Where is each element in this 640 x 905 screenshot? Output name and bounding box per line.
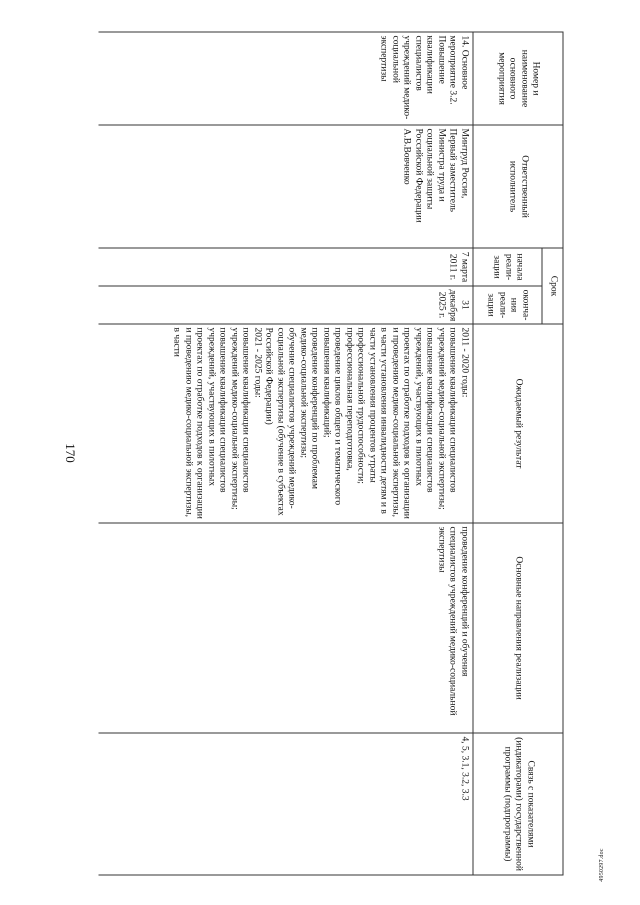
header-term: Срок <box>542 248 563 324</box>
result-line: профессиональная переподготовка, проведение циклов общего и тематического повышения квалификаций; <box>321 327 354 506</box>
header-executor: Ответственный исполнитель <box>473 125 563 248</box>
cell-executor <box>98 125 473 248</box>
result-line: 2021 - 2025 годы: <box>252 327 262 398</box>
executor-line: А.В.Вовченко <box>401 128 412 185</box>
result-line: 2011 - 2020 годы: <box>459 327 469 398</box>
header-link: Связь с показателями (индикаторами) государственной программы (подпрограммы) <box>473 733 563 875</box>
cell-number-name: 14. Основное мероприятие 3.2. Повышение квалификации специалистов учреждений медико-социальной экспертизы <box>98 32 473 125</box>
executor-line: Минтруд России, <box>459 128 469 199</box>
cell-result <box>98 324 473 523</box>
page-number: 170 <box>63 443 78 463</box>
result-line: проведение конференций по проблемам медико-социальной экспертизы; <box>298 327 320 489</box>
header-term-end: оконча-ния реали-зации <box>473 286 542 324</box>
result-line: повышение квалификации специалистов учреждений, участвующих в пилотных проектах по отработке подходов к организации и проведению медико-социальной экспертизы, в части установления инвалидности детям и в части установления процентов утраты профессиональной трудоспособности; <box>355 327 435 519</box>
result-line: повышение квалификации специалистов учреждений, участвующих в пилотных проектах по отработке подходов к организации и проведению медико-социальной экспертизы, в части <box>171 327 228 519</box>
program-table-rotated <box>93 32 563 875</box>
table-row <box>98 32 473 875</box>
executor-line: Первый заместитель Министра труда и социальной защиты Российской Федерации <box>413 128 458 223</box>
program-table <box>98 32 563 876</box>
result-line: повышение квалификации специалистов учреждений медико-социальной экспертизы; <box>229 327 251 510</box>
cell-link: 4, 5, 3.1, 3.2, 3.3 <box>98 733 473 875</box>
document-id: 4950297.doc <box>599 848 605 882</box>
header-term-start: начала реали-зации <box>473 248 542 286</box>
header-number-name: Номер и наименование основного мероприятия <box>473 32 563 125</box>
result-line: повышение квалификации специалистов учреждений медико-социальной экспертизы; <box>436 327 458 510</box>
header-result: Ожидаемый результат <box>473 324 563 523</box>
cell-start-date: 7 марта 2011 г. <box>98 248 473 286</box>
cell-directions: проведение конференций и обучения специалистов учреждений медико-социальной экспертизы <box>98 523 473 733</box>
cell-end-date: 31 декабря 2025 г. <box>98 286 473 324</box>
header-directions: Основные направления реализации <box>473 523 563 733</box>
result-line: обучение специалистов учреждений медико-социальной экспертизы (обучение в субъектах Российской Федерации) <box>263 327 297 516</box>
